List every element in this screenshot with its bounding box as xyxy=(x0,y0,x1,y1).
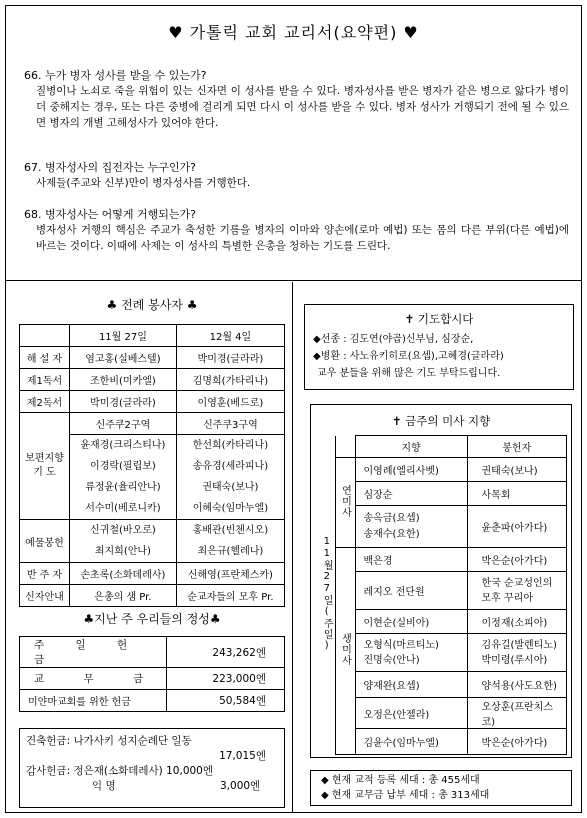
intention-line: 송옥금(요셉) xyxy=(363,512,420,524)
volunteer-list xyxy=(70,520,177,563)
volunteer-name: 신귀철(바오로) xyxy=(90,525,156,536)
donor-line: 김유길(발렌티노) xyxy=(481,639,557,651)
intention-name: 백은경 xyxy=(355,548,467,572)
role-label: 예물봉헌 xyxy=(20,520,70,563)
anon-label: 익 명 xyxy=(92,780,116,792)
intention-name: 레지오 전단원 xyxy=(355,572,467,610)
volunteer-name: 손초록(소화데레사) xyxy=(70,563,177,585)
thanks-offering: 감사헌금: 정은재(소화데레사) 10,000엔 xyxy=(26,765,214,777)
volunteer-name: 서수미(베로니카) xyxy=(85,503,161,514)
offering-amount: 50,584엔 xyxy=(167,690,285,712)
empty-cell xyxy=(20,325,70,347)
prayer-title: ✝ 기도합시다 xyxy=(404,312,474,326)
answer: 사제들(주교와 신부)만이 병자성사를 거행한다. xyxy=(36,177,251,189)
donor-name xyxy=(467,634,567,672)
offering-amount: 223,000엔 xyxy=(167,668,285,690)
group-label: 연미사 xyxy=(339,484,351,518)
catechism-section xyxy=(6,6,581,281)
mass-date: 11월27일(주일) xyxy=(321,535,333,652)
household-count-box xyxy=(310,770,572,806)
date-header: 11월 27일 xyxy=(70,325,177,347)
registered-households: ◆ 현재 교적 등록 세대 : 총 455세대 xyxy=(321,775,480,786)
catechism-title: ♥ 가톨릭 교회 교리서(요약편) ♥ xyxy=(168,23,419,42)
intentions-title: ✝ 금주의 미사 지향 xyxy=(391,414,491,428)
donor-name: 이정재(소피아) xyxy=(467,610,567,634)
offerings-table xyxy=(19,636,285,712)
intention-line: 진명숙(안나) xyxy=(363,654,420,666)
district-header: 신주쿠2구역 xyxy=(70,413,177,435)
offering-label: 미얀마교회를 위한 헌금 xyxy=(20,690,167,712)
role-label: 제1독서 xyxy=(20,369,70,391)
intention-line: 오형식(마르티노) xyxy=(363,639,439,651)
empty-cell xyxy=(335,436,355,458)
volunteer-name: 김명희(가타리나) xyxy=(176,369,284,391)
district-header: 신주쿠3구역 xyxy=(176,413,284,435)
role-label: 반 주 자 xyxy=(20,563,70,585)
donor-name: 윤춘파(아가다) xyxy=(467,506,567,548)
intention-line: 송재수(요한) xyxy=(363,528,420,540)
volunteer-name: 박미경(글라라) xyxy=(176,347,284,369)
mass-intentions-box xyxy=(310,404,572,758)
volunteer-list xyxy=(176,520,284,563)
donor-name: 박은순(아가다) xyxy=(467,729,567,755)
intention-name: 심장순 xyxy=(355,482,467,506)
volunteer-name: 박미경(글라라) xyxy=(70,391,177,413)
prayer-line: ◆병환 : 사노유키히로(요셉),고혜경(글라라) xyxy=(313,351,504,362)
offering-label: 교 무 금 xyxy=(20,668,167,690)
donor-header: 봉헌자 xyxy=(467,436,567,458)
anon-amount: 3,000엔 xyxy=(220,780,261,792)
offering-amount: 243,262엔 xyxy=(167,637,285,668)
volunteer-name: 송유경(세라피나) xyxy=(192,461,269,472)
donor-line: 모후 꾸리아 xyxy=(481,592,533,604)
volunteer-name: 신해영(프란체스카) xyxy=(176,563,284,585)
volunteer-name: 순교자들의 모후 Pr. xyxy=(176,585,284,607)
prayer-box xyxy=(304,304,574,390)
date-cell xyxy=(319,436,335,755)
donor-name: 권태숙(보나) xyxy=(467,458,567,482)
donor-name: 양석용(사도요한) xyxy=(467,672,567,698)
answer: 병자성사 거행의 핵심은 주교가 축성한 기름을 병자의 이마와 양손에(로마 예법) 또는 몸의 다른 부위(다른 예법)에 바르는 것이다. 이때에 사제는 이 성사의 특별한 은총을 청하는 기도를 드린다. xyxy=(36,224,569,252)
volunteer-name: 이혜숙(임마누엘) xyxy=(192,503,269,514)
volunteer-name: 조한비(미카엘) xyxy=(70,369,177,391)
prayer-line: ◆선종 : 김도연(야곱)신부님, 심장순, xyxy=(313,334,474,345)
anon-offering xyxy=(26,779,278,794)
volunteer-name: 은총의 샘 Pr. xyxy=(70,585,177,607)
volunteer-name: 윤재경(크리스티나) xyxy=(80,440,166,451)
column-divider xyxy=(292,282,293,812)
catechism-q66 xyxy=(24,68,569,131)
intention-name: 오정은(안젤라) xyxy=(355,698,467,729)
volunteer-name: 최지희(안나) xyxy=(94,546,151,557)
volunteer-list xyxy=(70,435,177,520)
role-label: 보편지향 기 도 xyxy=(20,413,70,520)
answer: 질병이나 노쇠로 죽을 위험이 있는 신자면 이 성사를 받을 수 있다. 병자성사를 받은 병자가 같은 병으로 앓다가 병이 더 중해지는 경우, 또는 다른 중병에 걸리게 되면 다시 이 성사를 받을 수 있다. 병자 성사가 거행되기 전에 될 수 있으면 병자의 개별 고해성사가 있어야 한다. xyxy=(36,85,569,129)
volunteer-name: 이경락(필립보) xyxy=(90,461,156,472)
volunteer-name: 한선희(카타리나) xyxy=(192,440,269,451)
volunteer-name: 이영훈(베드로) xyxy=(176,391,284,413)
donor-line: 한국 순교성인의 xyxy=(481,577,553,589)
intention-name xyxy=(355,634,467,672)
offerings-title: ♣지난 주 우리들의 정성♣ xyxy=(83,612,221,626)
question: 67. 병자성사의 집전자는 누구인가? xyxy=(24,161,196,174)
bulletin-page xyxy=(5,5,582,813)
role-label: 신자안내 xyxy=(20,585,70,607)
donor-name xyxy=(467,572,567,610)
building-offering: 건축헌금: 나가사키 성지순례단 일동 xyxy=(26,735,192,747)
intention-name: 이현순(실비아) xyxy=(355,610,467,634)
intentions-table xyxy=(319,435,567,755)
group-label: 생미사 xyxy=(339,633,351,666)
paying-households: ◆ 현재 교무금 납부 세대 : 총 313세대 xyxy=(321,790,490,801)
intention-header: 지향 xyxy=(355,436,467,458)
intention-name xyxy=(355,506,467,548)
date-header: 12월 4일 xyxy=(176,325,284,347)
question: 68. 병자성사는 어떻게 거행되는가? xyxy=(24,208,196,221)
schedule-title: ♣ 전례 봉사자 ♣ xyxy=(106,298,198,312)
offering-label: 주 일 헌 금 xyxy=(20,637,167,668)
intention-name: 양재완(요셉) xyxy=(355,672,467,698)
group-cell xyxy=(335,458,355,548)
volunteer-name: 최은규(헬레나) xyxy=(197,546,264,557)
volunteer-name: 권태숙(보나) xyxy=(202,482,259,493)
volunteer-name: 홍배관(빈첸시오) xyxy=(192,525,269,536)
role-label: 해 설 자 xyxy=(20,347,70,369)
donor-line: 박미령(루시아) xyxy=(481,654,548,666)
question: 66. 누가 병자 성사를 받을 수 있는가? xyxy=(24,69,207,82)
prayer-line: 교우 분들을 위해 많은 기도 부탁드립니다. xyxy=(317,368,501,379)
catechism-q67 xyxy=(24,160,569,191)
schedule-table xyxy=(19,324,285,607)
role-label: 제2독서 xyxy=(20,391,70,413)
volunteer-list xyxy=(176,435,284,520)
catechism-q68 xyxy=(24,207,569,254)
building-amount: 17,015엔 xyxy=(219,750,266,762)
volunteer-name: 염고홍(실베스텔) xyxy=(70,347,177,369)
donor-name: 사목회 xyxy=(467,482,567,506)
group-cell xyxy=(335,548,355,755)
donor-name: 박은순(아가다) xyxy=(467,548,567,572)
special-offerings xyxy=(19,728,285,808)
intention-name: 김윤수(임마누엘) xyxy=(355,729,467,755)
intention-name: 이영례(엘리사벳) xyxy=(355,458,467,482)
donor-name: 오상훈(프란치스코) xyxy=(467,698,567,729)
volunteer-name: 류정윤(율리안나) xyxy=(85,482,161,493)
